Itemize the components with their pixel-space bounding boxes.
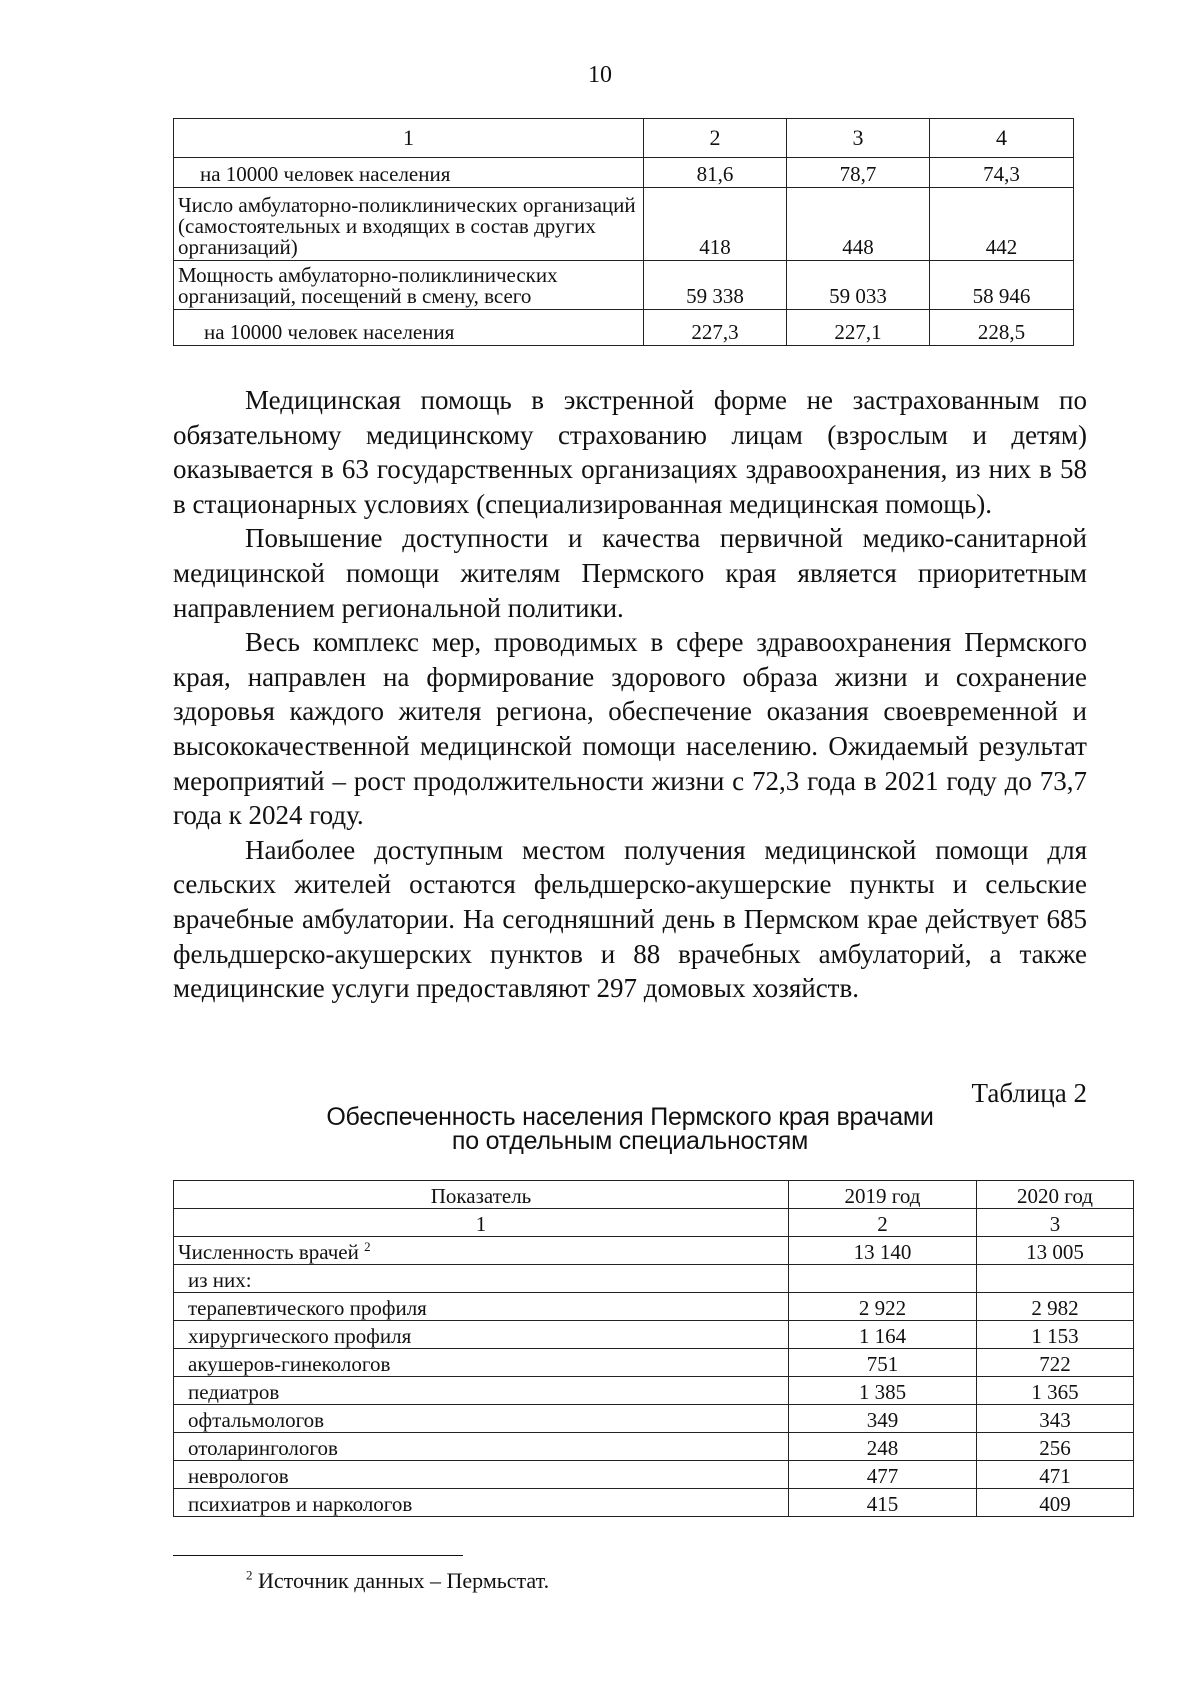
paragraph: Повышение доступности и качества первичной медико-санитарной медицинской помощи жителям Пермского края является приоритетным направлением региональной политики.: [173, 523, 1087, 623]
table-2-header-cell: 2020 год: [977, 1181, 1134, 1209]
table-2-row-label: офтальмологов: [174, 1405, 789, 1433]
table-1-cell: 58 946: [930, 261, 1074, 310]
table-1-row-label: на 10000 человек населения: [174, 158, 644, 188]
table-1: [173, 118, 1074, 346]
table-2-title-line: Обеспеченность населения Пермского края врачами: [326, 1103, 934, 1131]
table-2-title-line: по отдельным специальностям: [451, 1127, 809, 1155]
table-2-row-label: хирургического профиля: [174, 1321, 789, 1349]
table-row: [174, 1461, 1134, 1489]
table-1-header-cell: 2: [644, 119, 787, 158]
table-2-cell: [977, 1265, 1134, 1293]
table-row: [174, 261, 1074, 310]
table-2-cell: 1 153: [977, 1321, 1134, 1349]
table-2-cell: 343: [977, 1405, 1134, 1433]
table-2-cell: 471: [977, 1461, 1134, 1489]
table-1-cell: 227,3: [644, 310, 787, 346]
footnote-number: 2: [246, 1567, 253, 1583]
table-2-cell: 722: [977, 1349, 1134, 1377]
table-2-numbering-row: [174, 1209, 1134, 1237]
table-row: [174, 1349, 1134, 1377]
table-row: [174, 1405, 1134, 1433]
table-row: [174, 1237, 1134, 1265]
table-2-cell: 13 140: [789, 1237, 977, 1265]
body-text: [173, 383, 1087, 1006]
table-2-header-row: [174, 1181, 1134, 1209]
table-1-cell: 81,6: [644, 158, 787, 188]
table-1-row-label: Мощность амбулаторно-поликлинических организаций, посещений в смену, всего: [174, 261, 644, 310]
table-2-cell: 248: [789, 1433, 977, 1461]
table-row: [174, 1293, 1134, 1321]
table-2-row-label: отоларингологов: [174, 1433, 789, 1461]
table-row: [174, 188, 1074, 261]
table-2-cell: [789, 1265, 977, 1293]
table-2-header-cell: 2019 год: [789, 1181, 977, 1209]
footnote-divider: [173, 1555, 463, 1556]
table-2-numbering-cell: 2: [789, 1209, 977, 1237]
table-2-row-label: акушеров-гинекологов: [174, 1349, 789, 1377]
table-2-row-label: терапевтического профиля: [174, 1293, 789, 1321]
table-2-cell: 1 365: [977, 1377, 1134, 1405]
table-2-cell: 415: [789, 1489, 977, 1517]
table-row: [174, 1265, 1134, 1293]
footnote-text: Источник данных – Пермьстат.: [258, 1568, 550, 1593]
table-1-cell: 227,1: [787, 310, 930, 346]
table-1-cell: 418: [644, 188, 787, 261]
table-2-cell: 477: [789, 1461, 977, 1489]
table-2-cell: 256: [977, 1433, 1134, 1461]
table-2-label: Таблица 2: [971, 1078, 1087, 1108]
table-2-cell: 349: [789, 1405, 977, 1433]
table-1-cell: 74,3: [930, 158, 1074, 188]
table-2-cell: 1 385: [789, 1377, 977, 1405]
table-1-header-cell: 4: [930, 119, 1074, 158]
table-2-header-cell: Показатель: [174, 1181, 789, 1209]
table-1-cell: 448: [787, 188, 930, 261]
table-2-total-label-text: Численность врачей: [178, 1240, 359, 1264]
table-1-cell: 59 033: [787, 261, 930, 310]
paragraph: Медицинская помощь в экстренной форме не застрахованным по обязательному медицинскому страхованию лицам (взрослым и детям) оказывается в 63 государственных организациях здравоохранения, из них в 58 в стационарных условиях (специализированная медицинская помощь).: [173, 385, 1087, 519]
table-2-cell: 1 164: [789, 1321, 977, 1349]
page-number: 10: [588, 62, 612, 88]
table-2-row-label: неврологов: [174, 1461, 789, 1489]
table-2-total-label: [174, 1237, 789, 1265]
table-2-cell: 2 922: [789, 1293, 977, 1321]
table-row: [174, 1321, 1134, 1349]
table-1-header-row: [174, 119, 1074, 158]
footnote-marker: 2: [364, 1239, 371, 1254]
footnote: [246, 1568, 549, 1594]
table-2-cell: 409: [977, 1489, 1134, 1517]
table-1-header-cell: 3: [787, 119, 930, 158]
table-1-row-label: на 10000 человек населения: [174, 310, 644, 346]
paragraph: Наиболее доступным местом получения медицинской помощи для сельских жителей остаются фельдшерско-акушерские пункты и сельские врачебные амбулатории. На сегодняшний день в Пермском крае действует 685 фельдшерско-акушерских пунктов и 88 врачебных амбулаторий, а также медицинские услуги предоставляют 297 домовых хозяйств.: [173, 834, 1087, 1004]
table-row: [174, 1489, 1134, 1517]
table-1-cell: 442: [930, 188, 1074, 261]
table-row: [174, 1377, 1134, 1405]
table-2-numbering-cell: 3: [977, 1209, 1134, 1237]
table-2-subheader: из них:: [174, 1265, 789, 1293]
table-row: [174, 310, 1074, 346]
table-2-numbering-cell: 1: [174, 1209, 789, 1237]
table-1-cell: 59 338: [644, 261, 787, 310]
table-row: [174, 158, 1074, 188]
table-1-cell: 78,7: [787, 158, 930, 188]
table-row: [174, 1433, 1134, 1461]
table-2: [173, 1180, 1134, 1517]
table-2-cell: 13 005: [977, 1237, 1134, 1265]
table-2-title: [173, 1105, 1087, 1153]
table-2-row-label: психиатров и наркологов: [174, 1489, 789, 1517]
table-1-header-cell: 1: [174, 119, 644, 158]
table-1-cell: 228,5: [930, 310, 1074, 346]
table-1-row-label: Число амбулаторно-поликлинических организаций (самостоятельных и входящих в состав других организаций): [174, 188, 644, 261]
paragraph: Весь комплекс мер, проводимых в сфере здравоохранения Пермского края, направлен на формирование здорового образа жизни и сохранение здоровья каждого жителя региона, обеспечение оказания своевременной и высококачественной медицинской помощи населению. Ожидаемый результат мероприятий – рост продолжительности жизни с 72,3 года в 2021 году до 73,7 года к 2024 году.: [173, 627, 1087, 831]
table-2-cell: 2 982: [977, 1293, 1134, 1321]
table-2-cell: 751: [789, 1349, 977, 1377]
table-2-row-label: педиатров: [174, 1377, 789, 1405]
